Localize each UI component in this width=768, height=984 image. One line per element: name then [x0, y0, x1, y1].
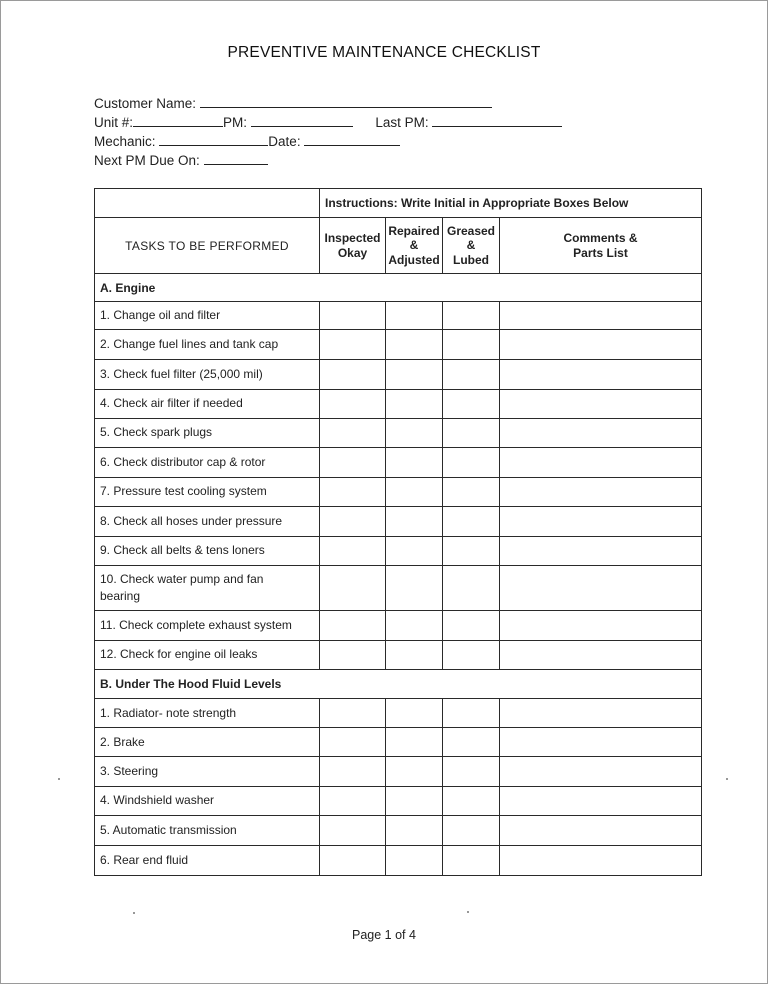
task-label: 5. Check spark plugs — [100, 425, 213, 440]
task-row — [95, 359, 702, 389]
greased-lubed-box[interactable] — [443, 330, 500, 360]
task-cell — [95, 640, 320, 670]
greased-lubed-box[interactable] — [443, 816, 500, 846]
instructions-row — [95, 189, 702, 218]
comments-box[interactable] — [500, 536, 702, 566]
inspected-okay-box[interactable] — [320, 418, 386, 448]
greased-lubed-box[interactable] — [443, 566, 500, 611]
task-cell — [95, 389, 320, 418]
task-cell — [95, 611, 320, 641]
section-title: A. Engine — [95, 274, 702, 302]
task-row — [95, 418, 702, 448]
task-row — [95, 699, 702, 728]
inspected-okay-box[interactable] — [320, 536, 386, 566]
mechanic-label: Mechanic: — [94, 134, 156, 149]
task-label: 2. Change fuel lines and tank cap — [100, 336, 279, 351]
task-row — [95, 757, 702, 787]
task-row — [95, 611, 702, 641]
greased-lubed-box[interactable] — [443, 728, 500, 757]
task-label: 6. Rear end fluid — [100, 852, 189, 867]
task-cell — [95, 418, 320, 448]
task-label: 2. Brake — [100, 734, 145, 749]
date-field[interactable] — [304, 133, 400, 146]
comments-box[interactable] — [500, 359, 702, 389]
comments-box[interactable] — [500, 786, 702, 816]
inspected-okay-box[interactable] — [320, 330, 386, 360]
inspected-okay-box[interactable] — [320, 389, 386, 418]
task-row — [95, 389, 702, 418]
header-line: Lubed — [453, 252, 489, 267]
repaired-adjusted-box[interactable] — [386, 507, 443, 537]
unit-label: Unit #: — [94, 115, 134, 130]
repaired-adjusted-box[interactable] — [386, 359, 443, 389]
comments-box[interactable] — [500, 757, 702, 787]
comments-box[interactable] — [500, 699, 702, 728]
task-cell — [95, 302, 320, 330]
greased-lubed-box[interactable] — [443, 845, 500, 875]
scan-speck — [58, 778, 60, 780]
task-label: 3. Steering — [100, 763, 159, 778]
inspected-okay-box[interactable] — [320, 699, 386, 728]
task-cell — [95, 728, 320, 757]
customer-name-row — [94, 95, 492, 111]
scan-speck — [467, 911, 469, 913]
greased-lubed-box[interactable] — [443, 611, 500, 641]
comments-box[interactable] — [500, 477, 702, 507]
task-cell — [95, 757, 320, 787]
mechanic-date-row — [94, 133, 400, 149]
repaired-adjusted-box[interactable] — [386, 786, 443, 816]
task-cell — [95, 536, 320, 566]
comments-box[interactable] — [500, 640, 702, 670]
pm-label: PM: — [223, 115, 248, 130]
repaired-adjusted-box[interactable] — [386, 757, 443, 787]
inspected-okay-box[interactable] — [320, 845, 386, 875]
inspected-okay-header — [320, 218, 386, 274]
inspected-okay-box[interactable] — [320, 448, 386, 478]
customer-name-label: Customer Name: — [94, 96, 197, 111]
task-label: 6. Check distributor cap & rotor — [100, 454, 266, 469]
comments-box[interactable] — [500, 728, 702, 757]
header-line: & — [409, 238, 419, 253]
task-row — [95, 728, 702, 757]
repaired-adjusted-box[interactable] — [386, 611, 443, 641]
repaired-adjusted-box[interactable] — [386, 816, 443, 846]
task-row — [95, 448, 702, 478]
unit-field[interactable] — [133, 114, 223, 127]
comments-box[interactable] — [500, 845, 702, 875]
task-label: 4. Check air filter if needed — [100, 396, 243, 410]
inspected-okay-box[interactable] — [320, 507, 386, 537]
repaired-adjusted-box[interactable] — [386, 728, 443, 757]
inspected-okay-box[interactable] — [320, 302, 386, 330]
task-row — [95, 816, 702, 846]
repaired-adjusted-box[interactable] — [386, 389, 443, 418]
task-cell — [95, 477, 320, 507]
greased-lubed-box[interactable] — [443, 477, 500, 507]
comments-box[interactable] — [500, 448, 702, 478]
task-label: 9. Check all belts & tens loners — [100, 543, 265, 558]
task-label: 1. Change oil and filter — [100, 308, 221, 322]
comments-box[interactable] — [500, 302, 702, 330]
comments-box[interactable] — [500, 507, 702, 537]
header-line: Okay — [337, 245, 368, 260]
task-label: 5. Automatic transmission — [100, 822, 237, 837]
tasks-header: TASKS TO BE PERFORMED — [95, 218, 320, 274]
repaired-adjusted-box[interactable] — [386, 330, 443, 360]
inspected-okay-box[interactable] — [320, 359, 386, 389]
greased-lubed-box[interactable] — [443, 302, 500, 330]
comments-box[interactable] — [500, 418, 702, 448]
greased-lubed-box[interactable] — [443, 389, 500, 418]
greased-lubed-box[interactable] — [443, 536, 500, 566]
inspected-okay-box[interactable] — [320, 816, 386, 846]
greased-lubed-box[interactable] — [443, 418, 500, 448]
pm-field[interactable] — [251, 114, 353, 127]
comments-parts-header — [500, 218, 702, 274]
section-title: B. Under The Hood Fluid Levels — [95, 670, 702, 699]
task-cell — [95, 330, 320, 360]
task-label: 3. Check fuel filter (25,000 mil) — [100, 366, 263, 381]
greased-lubed-box[interactable] — [443, 448, 500, 478]
repaired-adjusted-box[interactable] — [386, 477, 443, 507]
task-cell — [95, 566, 320, 611]
task-cell — [95, 816, 320, 846]
task-label: 4. Windshield washer — [100, 793, 215, 808]
inspected-okay-box[interactable] — [320, 611, 386, 641]
section-header-row — [95, 670, 702, 699]
greased-lubed-box[interactable] — [443, 757, 500, 787]
header-line: Repaired — [388, 223, 440, 238]
header-line: Greased — [446, 223, 496, 238]
page-number: Page 1 of 4 — [352, 928, 416, 942]
repaired-adjusted-box[interactable] — [386, 566, 443, 611]
next-pm-field[interactable] — [204, 152, 268, 165]
greased-lubed-header — [443, 218, 500, 274]
inspected-okay-box[interactable] — [320, 640, 386, 670]
task-row — [95, 302, 702, 330]
date-label: Date: — [268, 134, 301, 149]
greased-lubed-box[interactable] — [443, 359, 500, 389]
unit-pm-row — [94, 114, 562, 130]
comments-box[interactable] — [500, 389, 702, 418]
task-label: 10. Check water pump and fan bearing — [100, 572, 264, 603]
task-cell — [95, 845, 320, 875]
blank-header-cell — [95, 189, 320, 218]
greased-lubed-box[interactable] — [443, 507, 500, 537]
task-cell — [95, 359, 320, 389]
mechanic-field[interactable] — [159, 133, 268, 146]
repaired-adjusted-box[interactable] — [386, 448, 443, 478]
task-label: 1. Radiator- note strength — [100, 705, 237, 720]
instructions-text: Instructions: Write Initial in Appropriate Boxes Below — [320, 189, 702, 218]
header-line: Parts List — [573, 245, 628, 260]
scan-speck — [133, 912, 135, 914]
repaired-adjusted-box[interactable] — [386, 845, 443, 875]
customer-name-field[interactable] — [200, 95, 492, 108]
checklist-table — [94, 188, 702, 876]
repaired-adjusted-box[interactable] — [386, 536, 443, 566]
task-row — [95, 507, 702, 537]
column-header-row — [95, 218, 702, 274]
task-row — [95, 786, 702, 816]
checklist-body — [95, 274, 702, 876]
inspected-okay-box[interactable] — [320, 477, 386, 507]
task-row — [95, 566, 702, 611]
repaired-adjusted-box[interactable] — [386, 302, 443, 330]
comments-box[interactable] — [500, 330, 702, 360]
task-row — [95, 536, 702, 566]
task-row — [95, 477, 702, 507]
header-line: Adjusted — [388, 252, 440, 267]
repaired-adjusted-header — [386, 218, 443, 274]
task-cell — [95, 699, 320, 728]
inspected-okay-box[interactable] — [320, 566, 386, 611]
header-line: Inspected — [324, 231, 381, 245]
greased-lubed-box[interactable] — [443, 699, 500, 728]
greased-lubed-box[interactable] — [443, 786, 500, 816]
inspected-okay-box[interactable] — [320, 728, 386, 757]
task-cell — [95, 507, 320, 537]
task-cell — [95, 786, 320, 816]
task-label: 12. Check for engine oil leaks — [100, 647, 258, 662]
comments-box[interactable] — [500, 566, 702, 611]
next-pm-label: Next PM Due On: — [94, 153, 200, 168]
task-row — [95, 845, 702, 875]
greased-lubed-box[interactable] — [443, 640, 500, 670]
document-title: PREVENTIVE MAINTENANCE CHECKLIST — [227, 44, 541, 61]
header-line: Comments & — [563, 231, 638, 245]
comments-box[interactable] — [500, 611, 702, 641]
task-label: 11. Check complete exhaust system — [100, 617, 292, 632]
task-label: 8. Check all hoses under pressure — [100, 513, 283, 528]
task-cell — [95, 448, 320, 478]
next-pm-row — [94, 152, 268, 168]
scan-speck — [726, 778, 728, 780]
task-row — [95, 330, 702, 360]
last-pm-label: Last PM: — [375, 115, 429, 130]
inspected-okay-box[interactable] — [320, 786, 386, 816]
task-label: 7. Pressure test cooling system — [100, 484, 267, 499]
comments-box[interactable] — [500, 816, 702, 846]
repaired-adjusted-box[interactable] — [386, 640, 443, 670]
header-line: & — [466, 238, 476, 253]
last-pm-field[interactable] — [432, 114, 562, 127]
task-row — [95, 640, 702, 670]
section-header-row — [95, 274, 702, 302]
repaired-adjusted-box[interactable] — [386, 699, 443, 728]
inspected-okay-box[interactable] — [320, 757, 386, 787]
repaired-adjusted-box[interactable] — [386, 418, 443, 448]
